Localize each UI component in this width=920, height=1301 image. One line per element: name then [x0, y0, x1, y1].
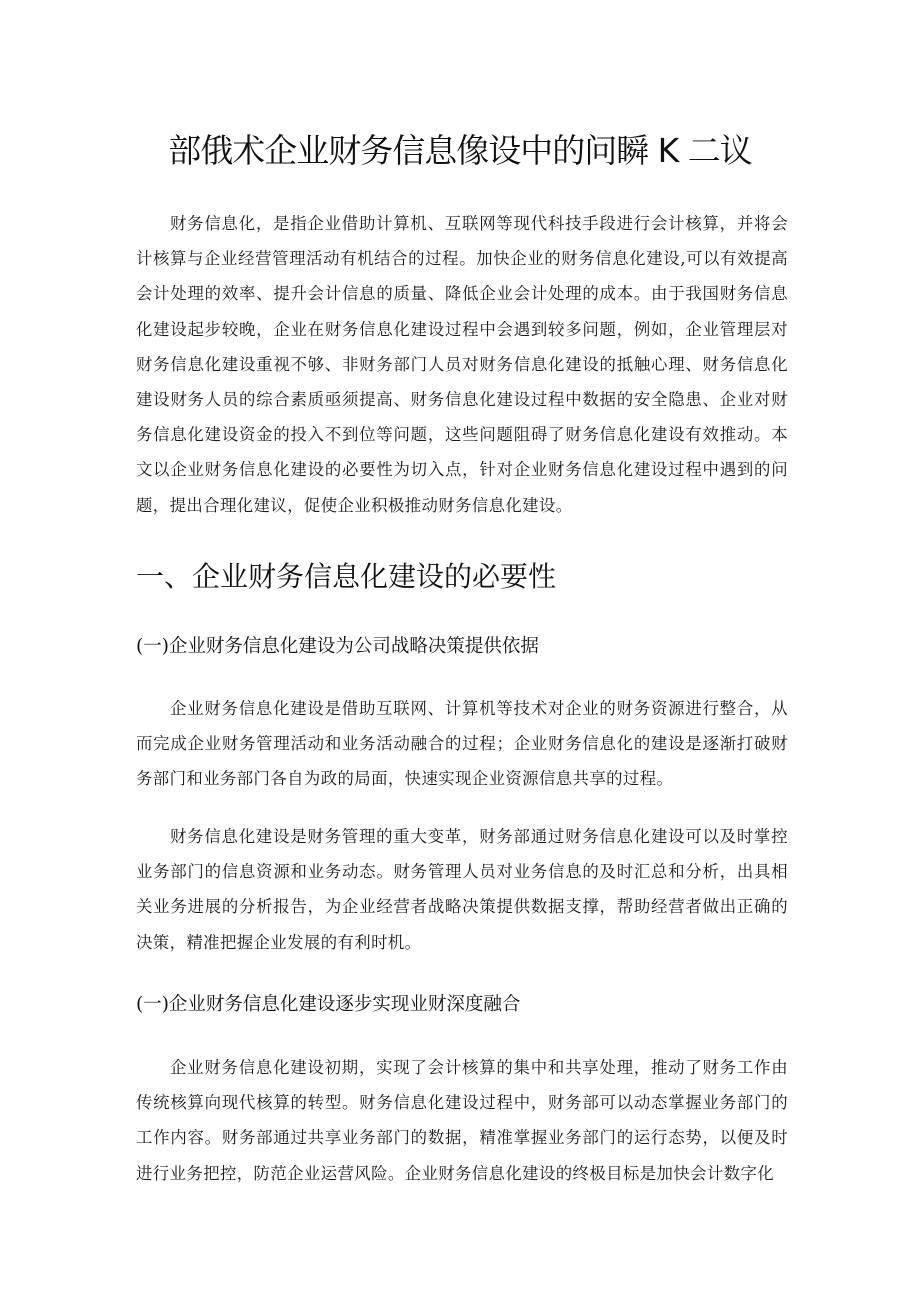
section-heading: 一、企业财务信息化建设的必要性 [136, 560, 557, 593]
body-paragraph: 财务信息化建设是财务管理的重大变革，财务部通过财务信息化建设可以及时掌控业务部门的信息资源和业务动态。财务管理人员对业务信息的及时汇总和分析，出具相关业务进展的分析报告，为企业经营者战略决策提供数据支撑，帮助经营者做出正确的决策，精准把握企业发展的有利时机。 [136, 827, 788, 952]
subsection-heading: (一)企业财务信息化建设为公司战略决策提供依据 [136, 636, 539, 657]
intro-paragraph: 财务信息化，是指企业借助计算机、互联网等现代科技手段进行会计核算，并将会计核算与企业经营管理活动有机结合的过程。加快企业的财务信息化建设,可以有效提高会计处理的效率、提升会计信息的质量、降低企业会计处理的成本。由于我国财务信息化建设起步较晚，企业在财务信息化建设过程中会遇到较多问题，例如，企业管理层对财务信息化建设重视不够、非财务部门人员对财务信息化建设的抵触心理、财务信息化建设财务人员的综合素质亟须提高、财务信息化建设过程中数据的安全隐患、企业对财务信息化建设资金的投入不到位等问题，这些问题阻碍了财务信息化建设有效推动。本文以企业财务信息化建设的必要性为切入点，针对企业财务信息化建设过程中遇到的问题，提出合理化建议，促使企业积极推动财务信息化建设。 [136, 214, 788, 515]
document-title: 部俄术企业财务信息像设中的问瞬 K 二议 [168, 131, 752, 170]
body-paragraph: 企业财务信息化建设是借助互联网、计算机等技术对企业的财务资源进行整合，从而完成企业财务管理活动和业务活动融合的过程；企业财务信息化的建设是逐渐打破财务部门和业务部门各自为政的局面，快速实现企业资源信息共享的过程。 [136, 699, 788, 789]
body-paragraph: 企业财务信息化建设初期，实现了会计核算的集中和共享处理，推动了财务工作由传统核算向现代核算的转型。财务信息化建设过程中，财务部可以动态掌握业务部门的工作内容。财务部通过共享业务部门的数据，精准掌握业务部门的运行态势，以便及时进行业务把控，防范企业运营风险。企业财务信息化建设的终极目标是加快会计数字化 [136, 1058, 788, 1183]
subsection-heading: (一)企业财务信息化建设逐步实现业财深度融合 [136, 994, 521, 1015]
